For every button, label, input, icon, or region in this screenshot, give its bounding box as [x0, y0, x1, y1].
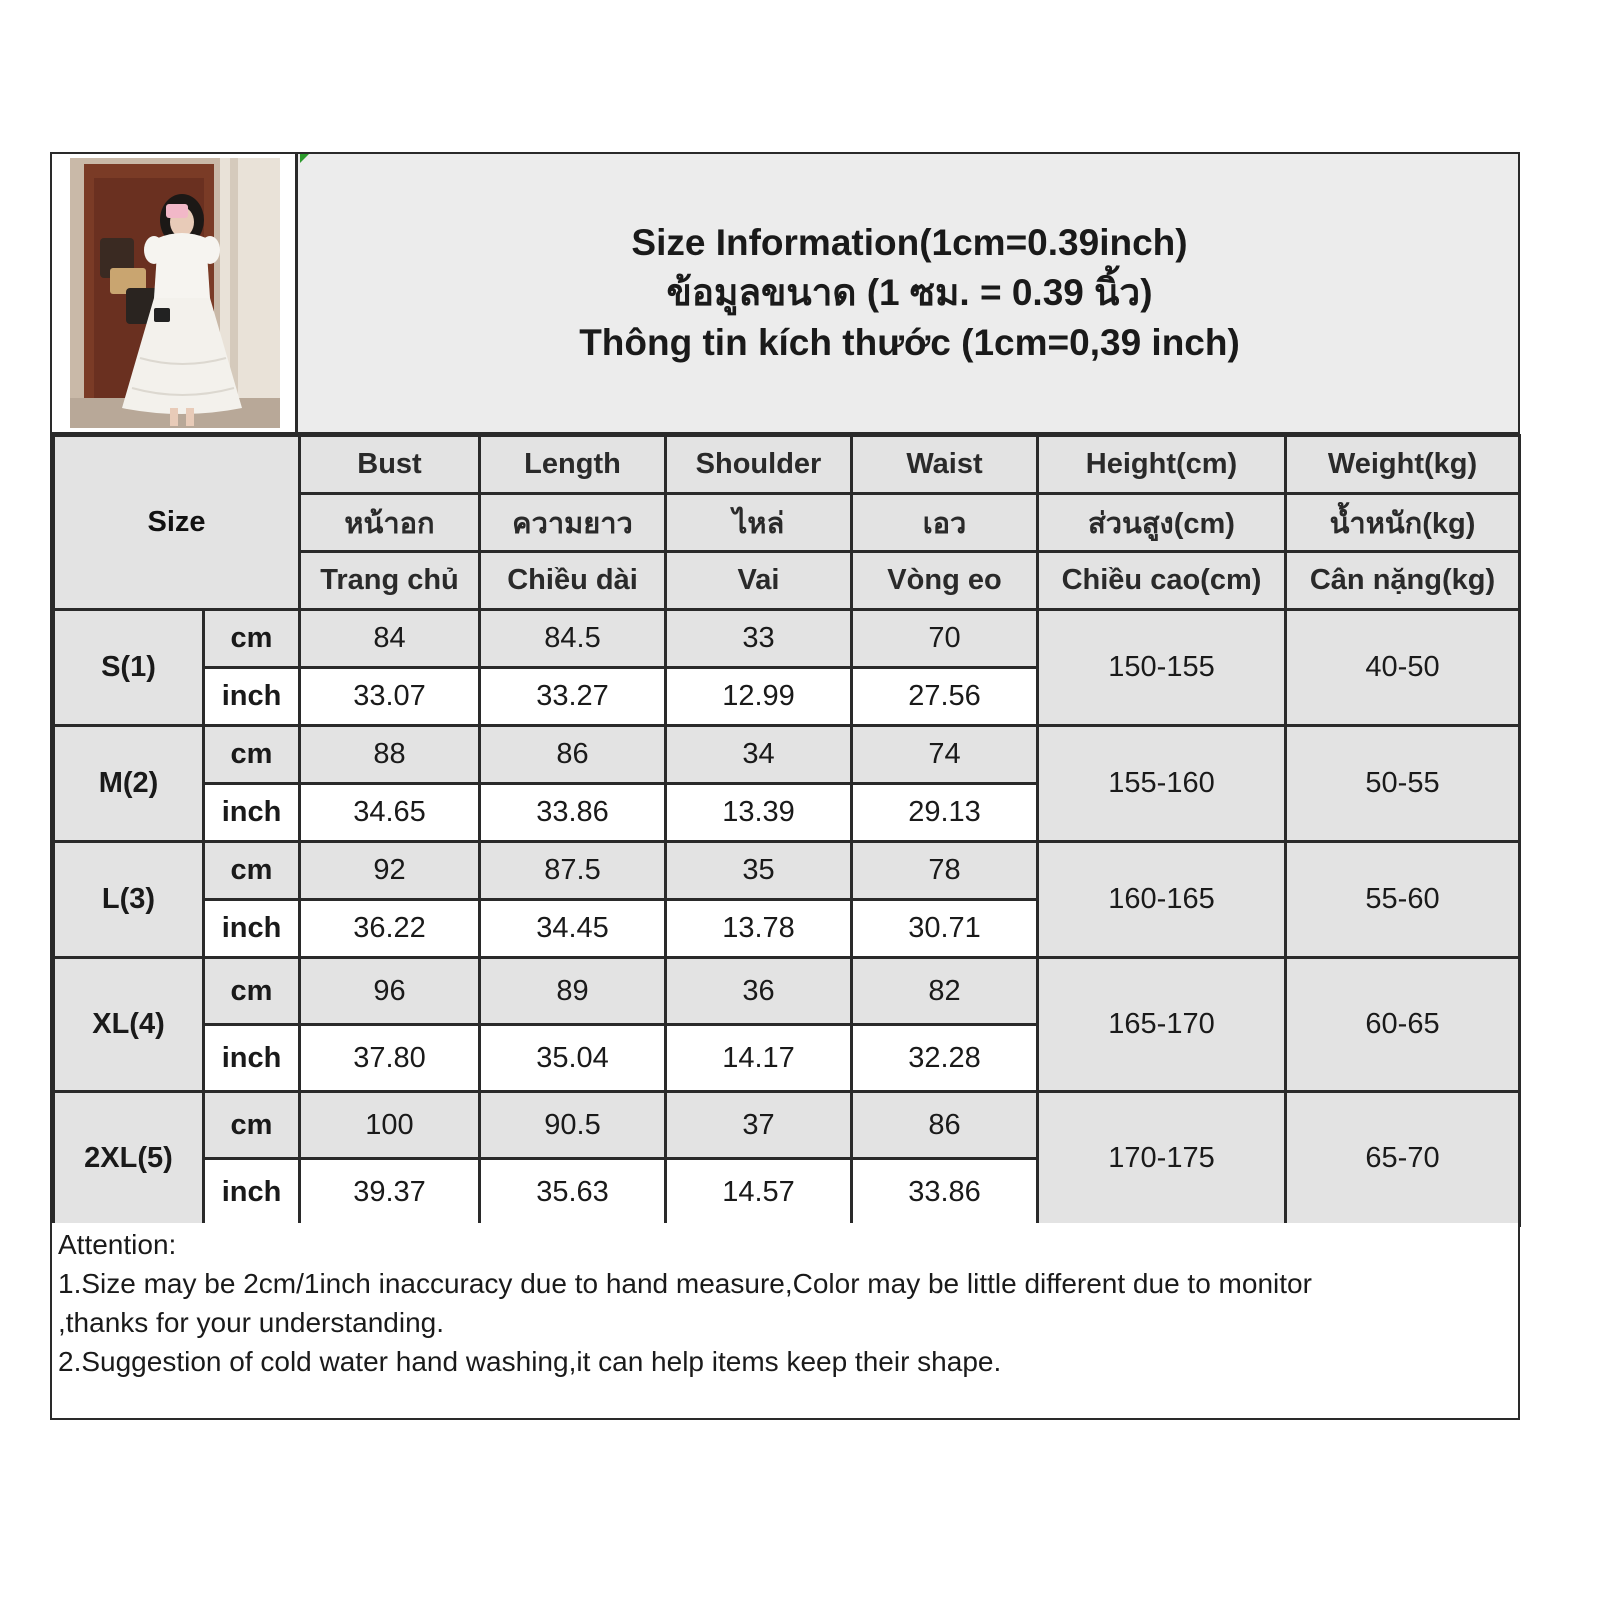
size-name: M(2) [54, 726, 204, 842]
length-inch: 33.27 [480, 668, 666, 726]
length-cm: 87.5 [480, 842, 666, 900]
waist-cm: 70 [852, 610, 1038, 668]
length-inch: 33.86 [480, 784, 666, 842]
weight-range: 55-60 [1286, 842, 1520, 958]
col-length-th: ความยาว [480, 494, 666, 552]
col-height-en: Height(cm) [1038, 436, 1286, 494]
size-name: XL(4) [54, 958, 204, 1092]
table-row [54, 610, 1520, 668]
size-chart [50, 152, 1520, 1420]
col-shoulder-vi: Vai [666, 552, 852, 610]
waist-inch: 33.86 [852, 1159, 1038, 1226]
table-row [54, 1092, 1520, 1159]
chart-header [52, 154, 1518, 435]
unit-label: inch [204, 668, 300, 726]
unit-label: cm [204, 958, 300, 1025]
col-height-th: ส่วนสูง(cm) [1038, 494, 1286, 552]
bust-inch: 34.65 [300, 784, 480, 842]
height-range: 150-155 [1038, 610, 1286, 726]
unit-label: cm [204, 842, 300, 900]
waist-inch: 27.56 [852, 668, 1038, 726]
length-cm: 84.5 [480, 610, 666, 668]
weight-range: 40-50 [1286, 610, 1520, 726]
col-weight-vi: Cân nặng(kg) [1286, 552, 1520, 610]
bust-inch: 33.07 [300, 668, 480, 726]
product-photo-image [70, 158, 280, 428]
bust-cm: 100 [300, 1092, 480, 1159]
waist-cm: 78 [852, 842, 1038, 900]
note-line-2: ,thanks for your understanding. [58, 1307, 445, 1338]
shoulder-inch: 12.99 [666, 668, 852, 726]
shoulder-cm: 33 [666, 610, 852, 668]
col-shoulder-th: ไหล่ [666, 494, 852, 552]
col-weight-en: Weight(kg) [1286, 436, 1520, 494]
shoulder-inch: 13.78 [666, 900, 852, 958]
shoulder-cm: 35 [666, 842, 852, 900]
waist-inch: 29.13 [852, 784, 1038, 842]
shoulder-cm: 37 [666, 1092, 852, 1159]
col-waist-en: Waist [852, 436, 1038, 494]
size-table [52, 434, 1521, 1227]
length-inch: 35.04 [480, 1025, 666, 1092]
height-range: 160-165 [1038, 842, 1286, 958]
length-cm: 86 [480, 726, 666, 784]
note-line-3: 2.Suggestion of cold water hand washing,it can help items keep their shape. [58, 1346, 1002, 1377]
col-shoulder-en: Shoulder [666, 436, 852, 494]
unit-label: inch [204, 900, 300, 958]
shoulder-cm: 36 [666, 958, 852, 1025]
size-column-header: Size [54, 436, 300, 610]
length-cm: 89 [480, 958, 666, 1025]
product-photo [52, 154, 298, 432]
unit-label: cm [204, 726, 300, 784]
title-english: Size Information(1cm=0.39inch) [631, 222, 1188, 263]
bust-cm: 88 [300, 726, 480, 784]
shoulder-inch: 13.39 [666, 784, 852, 842]
table-row [54, 958, 1520, 1025]
length-cm: 90.5 [480, 1092, 666, 1159]
shoulder-cm: 34 [666, 726, 852, 784]
length-inch: 35.63 [480, 1159, 666, 1226]
table-row [54, 842, 1520, 900]
notes-heading: Attention: [58, 1229, 177, 1260]
shoulder-inch: 14.57 [666, 1159, 852, 1226]
waist-cm: 86 [852, 1092, 1038, 1159]
length-inch: 34.45 [480, 900, 666, 958]
table-row [54, 726, 1520, 784]
col-bust-vi: Trang chủ [300, 552, 480, 610]
waist-cm: 74 [852, 726, 1038, 784]
shoulder-inch: 14.17 [666, 1025, 852, 1092]
height-range: 165-170 [1038, 958, 1286, 1092]
weight-range: 50-55 [1286, 726, 1520, 842]
size-name: L(3) [54, 842, 204, 958]
unit-label: inch [204, 784, 300, 842]
header-row-english [54, 436, 1520, 494]
height-range: 155-160 [1038, 726, 1286, 842]
waist-inch: 30.71 [852, 900, 1038, 958]
title-vietnamese: Thông tin kích thước (1cm=0,39 inch) [579, 322, 1240, 363]
unit-label: inch [204, 1159, 300, 1226]
size-name: S(1) [54, 610, 204, 726]
col-bust-en: Bust [300, 436, 480, 494]
col-waist-th: เอว [852, 494, 1038, 552]
height-range: 170-175 [1038, 1092, 1286, 1226]
col-bust-th: หน้าอก [300, 494, 480, 552]
col-length-vi: Chiều dài [480, 552, 666, 610]
weight-range: 65-70 [1286, 1092, 1520, 1226]
size-name: 2XL(5) [54, 1092, 204, 1226]
weight-range: 60-65 [1286, 958, 1520, 1092]
bust-inch: 39.37 [300, 1159, 480, 1226]
bust-cm: 84 [300, 610, 480, 668]
col-weight-th: น้ำหนัก(kg) [1286, 494, 1520, 552]
bust-inch: 36.22 [300, 900, 480, 958]
waist-cm: 82 [852, 958, 1038, 1025]
unit-label: cm [204, 1092, 300, 1159]
col-length-en: Length [480, 436, 666, 494]
col-height-vi: Chiều cao(cm) [1038, 552, 1286, 610]
title-block [301, 154, 1518, 432]
unit-label: inch [204, 1025, 300, 1092]
bust-cm: 92 [300, 842, 480, 900]
attention-notes [52, 1223, 1518, 1418]
unit-label: cm [204, 610, 300, 668]
waist-inch: 32.28 [852, 1025, 1038, 1092]
title-thai: ข้อมูลขนาด (1 ซม. = 0.39 นิ้ว) [666, 272, 1153, 313]
bust-inch: 37.80 [300, 1025, 480, 1092]
note-line-1: 1.Size may be 2cm/1inch inaccuracy due to hand measure,Color may be little different due to monitor [58, 1268, 1312, 1299]
bust-cm: 96 [300, 958, 480, 1025]
col-waist-vi: Vòng eo [852, 552, 1038, 610]
